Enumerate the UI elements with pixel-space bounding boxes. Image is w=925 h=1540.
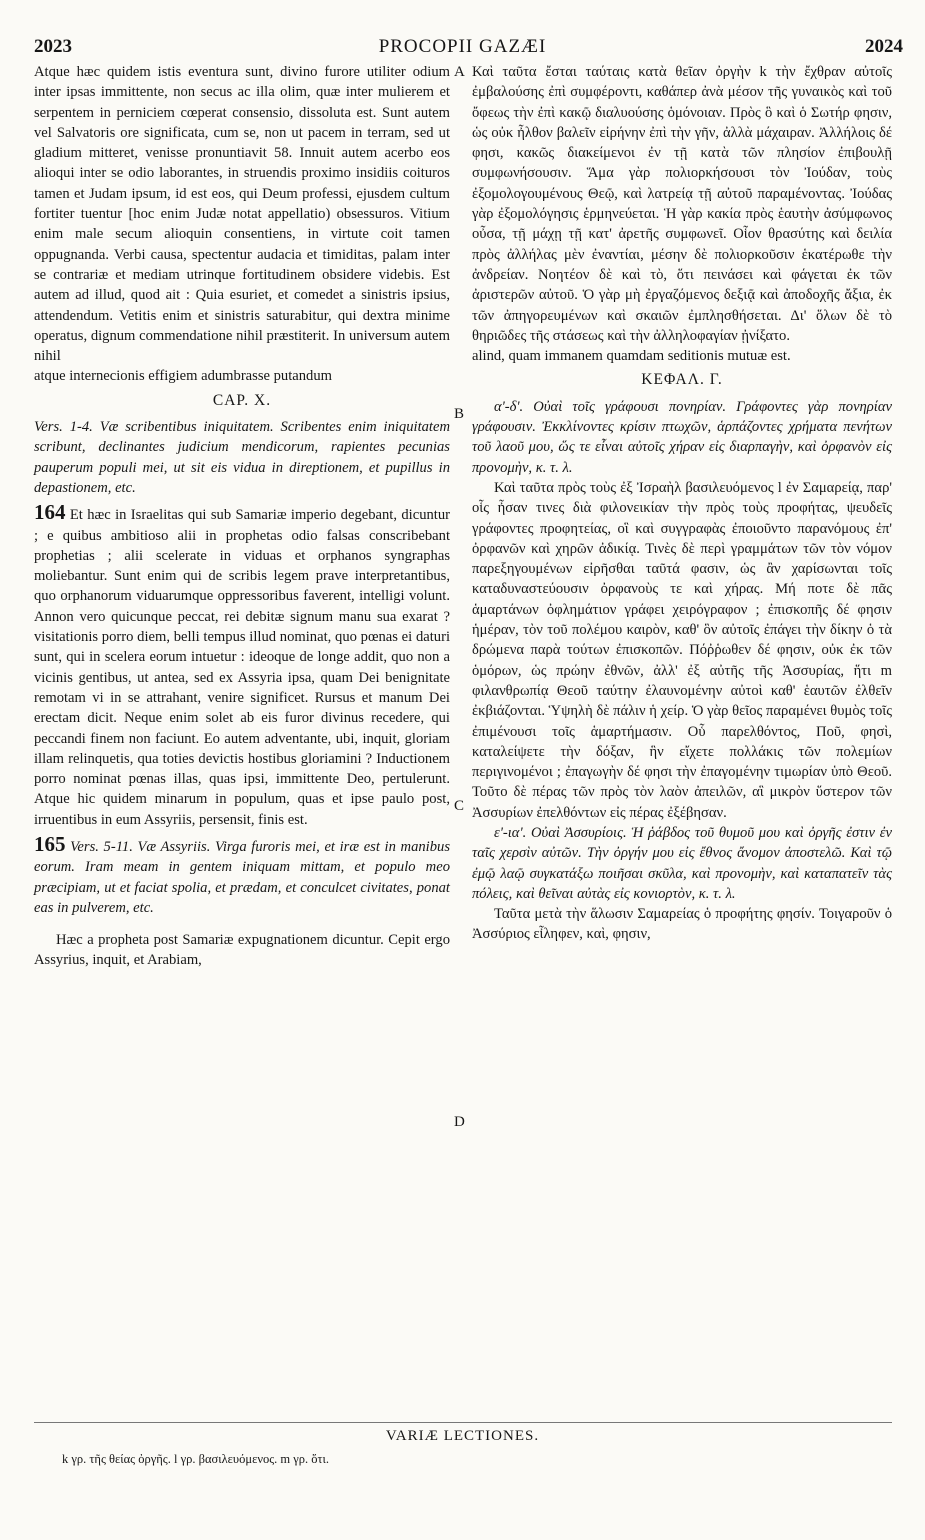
latin-verse-1-4: Vers. 1-4. Væ scribentibus iniquitatem. Scribentes enim iniquitatem scribunt, declinantes judicium mendicorum, rapientes pecunias pauperum populi mei, ut sit eis vidua in direptionem, et pupillus in depastionem, etc.	[34, 419, 450, 496]
footnote-divider	[34, 1422, 892, 1423]
greek-paragraph-2: Καὶ ταῦτα πρὸς τοὺς ἐξ Ἰσραὴλ βασιλευόμενος l ἐν Σαμαρείᾳ, παρ' οἷς ἦσαν τινες διὰ φιλονεικίαν τὴν πρὸς τοὺς προφήτας, ψευδεῖς γράφοντες προφητείας, οἳ καὶ συγγραφὰς ἐποιοῦντο παρανόμους ἐπ' ὀρφανῶν καὶ χηρῶν ἀδικίᾳ. Τινὲς δὲ περὶ γραμμάτων τῶν τὸν νόμον παρεξηγουμένων εἰρῆσθαι ταῦτά φασιν, ὡς ἂν χαρίσωνται τοῖς καταδυναστεύουσιν ὀρφανοὺς τε καὶ χήρας. Μή ποτε δὲ πᾶς ἁμαρτάνων ὀφλημάτιον γράφει χειρόγραφον ; ἐπισκοπῆς δέ φησιν ἡμέραν, τὸν τοῦ πολέμου καιρὸν, καθ' ὃν αὐτοῖς ἐπάγει τὴν δίκην ὁ τὰ δρώμενα παρὰ τούτων ἐπισκοπῶν. Πόῤῥωθεν δέ φησιν, οὐκ ἐκ τῶν ὁμόρων, ὡς πρώην ἐθνῶν, ἀλλ' ἐξ αὐτῆς τῆς Ἀσσυρίας, ἥτι m φιλανθρωπίᾳ Θεοῦ ταύτην ἐλαυνομένην αὐτοὶ καθ' ἑαυτῶν ἐλθεῖν ἐκβιάζονται. Ὑψηλὴ δὲ πάλιν ἡ χείρ. Ὁ γὰρ θεῖος παραμένει θυμὸς τοῖς ἐπιμένουσι τοῖς ἁμαρτήμασιν. Οὗ παρελθόντος, Ποῦ, φησὶ, καταλείψετε τὴν δόξαν, ἣν εἴχετε πολλάκις τῶν πολεμίων περιγινομένοι ; ἐπαγωγὴν δέ φησι τὴν ἐπαγομένην τιμωρίαν ὑπὸ Θεοῦ. Τοῦτο δὲ πέρας τῶν πρὸς τὸν λαὸν ἀπειλῶν, αἳ μικρὸν ὕστερον τῶν Ἀσσυρίων ἐπελθόντων εἰς πέρας ἐξέβησαν.	[472, 479, 892, 821]
page-number-right: 2024	[865, 36, 903, 57]
variae-lectiones-heading: VARIÆ LECTIONES.	[385, 1428, 540, 1444]
latin-paragraph-1: Atque hæc quidem istis eventura sunt, divino furore utiliter odium inter ipsas immittente, non secus ac illa olim, quæ inter mulierem et serpentem in perniciem cœperat consensio, dissoluta est. Sunt autem vel Salvatoris ore significata, cum se, non ut pacem in terram, sed ut gladium mitteret, venisse pronuntiavit 58. Innuit autem acerbo eos alioqui inter se odio laborantes, in struendis proximo insidiis coituros tamen et Judam ipsum, id est eos, qui Deum professi, ejusdem cultum fortiter tuentur [hoc enim Judæ notat appellatio) obsessuros. Vitium enim male secum alioquin consentiens, in virtute coit tamen oppugnanda. Verbi causa, spectentur audacia et timiditas, palam inter se contrariæ et mediam utrinque fortitudinem obsidere videbis. Est autem ad illud, quod ait : Quia esuriet, et comedet a sinistris ipsius, attendendum. Vetitis enim et sinistris saturabitur, qui dextra minime operatus, dignum commendatione nihil præstiterit. In universum autem nihil	[34, 64, 450, 365]
latin-column	[34, 62, 450, 971]
page-number-left: 2023	[34, 36, 72, 57]
greek-verse-5-11: ε'-ια'. Οὐαὶ Ἀσσυρίοις. Ἡ ῥάβδος τοῦ θυμοῦ μου καὶ ὀργῆς ἐστιν ἐν ταῖς χερσὶν αὐτῶν. Τὴν ὀργήν μου εἰς ἔθνος ἄνομον ἀποστελῶ. Καὶ τῷ ἐμῷ λαῷ συγκατάξω ποιῆσαι σκῦλα, καὶ προνομὴν, καὶ καταπατεῖν τὰς πόλεις, καὶ θεῖναι αὐτὰς εἰς κονιορτὸν, κ. τ. λ.	[472, 824, 892, 902]
margin-letter-b: B	[454, 406, 465, 422]
running-title: PROCOPII GAZÆI	[378, 36, 547, 57]
greek-chapter-heading: ΚΕΦΑΛ. Γ.	[641, 371, 723, 389]
latin-paragraph-1-end: atque internecionis effigiem adumbrasse putandum	[34, 368, 333, 385]
margin-letter-a: A	[454, 64, 465, 80]
section-number-164: 164	[34, 500, 66, 525]
greek-column	[472, 62, 892, 945]
greek-verse-1-4: α'-δ'. Οὐαὶ τοῖς γράφουσι πονηρίαν. Γράφοντες γὰρ πονηρίαν γράφουσιν. Ἐκκλίνοντες κρίσιν πτωχῶν, ἁρπάζοντες χρήματα πενήτων τοῦ λαοῦ μου, ὥς τε εἶναι αὐτοῖς χήραν εἰς διαρπαγὴν, καὶ ὀρφανὸν εἰς προνομὴν, κ. τ. λ.	[472, 398, 892, 476]
latin-section-164: Et hæc in Israelitas qui sub Samariæ imperio degebant, dicuntur ; e quibus ambitioso alii in prophetas odio falsas conscribebant prophetias ; alii scelerate in viduas et orphanos syngraphas moliebantur. Sunt enim qui de scribis legem prave interpretantibus, quo orphanorum viduarumque oppressoribus faverent, intelligi volunt. Annon vero quicunque peccat, rei debitæ signum manu sua exarat ? visitationis porro diem, belli tempus illud nominat, quo pœnas ei daturi sunt, qui in scelera eorum intuetur : ideoque de longe addit, quo non a vicinis gentibus, ut antea, sed ex Assyria ipsa, quam Dei benignitate remotam vi in se attrahant, venire significet. Rursus et manum Dei erectam dicit. Neque enim solet ab eis furor divinus recedere, qui peccandi finem non faciunt. Eo autem adventante, ubi, inquit, gloriam illam relinquetis, qua toties devictis hostibus gloriamini ? Inductionem porro nominat pœnas illas, quas ipsi, immittente Deo, pertulerunt. Atque hic quidem minarum in populum, quas et ipse paulo post, irruentibus in eum Assyriis, persensit, finis est.	[34, 507, 450, 828]
greek-paragraph-last: Ταῦτα μετὰ τὴν ἅλωσιν Σαμαρείας ὁ προφήτης φησίν. Τοιγαροῦν ὁ Ἀσσύριος εἶληφεν, καὶ, φησιν,	[472, 906, 892, 943]
margin-letter-d: D	[454, 1114, 465, 1130]
latin-paragraph-last: Hæc a propheta post Samariæ expugnationem dicuntur. Cepit ergo Assyrius, inquit, et Arabiam,	[34, 932, 450, 969]
greek-paragraph-1: Καὶ ταῦτα ἔσται ταύταις κατὰ θεῖαν ὀργὴν k τὴν ἔχθραν αὐτοῖς ἐμβαλούσης ἐπὶ συμφέροντι, καθάπερ ἀνὰ μέσον τῆς γυναικὸς καὶ τοῦ ὄφεως τὴν ἐπὶ κακῷ διαλυούσης ὁμόνοιαν. Πρὸς ὃ καὶ ὁ Σωτήρ φησιν, ὡς οὐκ ἦλθον βαλεῖν εἰρήνην ἐπὶ τὴν γῆν, ἀλλὰ μάχαιραν. Ἀλλήλοις δέ φησι, κακῶς διακείμενοι ἐν τῇ κατὰ τῶν πλησίον ἐπιβουλῇ συμφωνήσουσιν. Ἅμα γὰρ πολιορκήσουσι τὸν Ἰούδαν, τοὺς ἐξομολογουμένους Θεῷ, καὶ λατρείᾳ τῇ αὐτοῦ παραμένοντας. Ἰούδας γὰρ ἐξομολόγησις ἑρμηνεύεται. Ἡ γὰρ κακία πρὸς ἑαυτὴν ἀσύμφωνος οὖσα, τῇ μάχῃ τῇ κατ' ἀρετῆς συμφωνεῖ. Οἷον θρασύτης καὶ δειλία πρὸς ἀλλήλας μὲν ἐναντίαι, μέσην δὲ πολιορκοῦσιν ἑκατέρωθε τὴν ἀνδρείαν. Νοητέον δὲ καὶ τὸ, ὅτι πεινάσει καὶ φάγεται ἐκ τῶν ἀριστερῶν αὐτοῦ. Ὁ γὰρ μὴ ἐργαζόμενος δεξιᾷ καὶ ἀποδοχῆς ἄξια, ἐκ τῶν ἀπηγορευμένων καὶ σκαιῶν ἐμπλησθήσεται. Δι' ὅλων δὲ τὸ θηριῶδες τῆς στάσεως καὶ τὴν ἀλληλοφαγίαν ᾐνίξατο.	[472, 64, 892, 344]
margin-letter-c: C	[454, 798, 465, 814]
greek-paragraph-1-end: alind, quam immanem quamdam seditionis mutuæ est.	[472, 348, 791, 365]
section-number-165: 165	[34, 831, 66, 856]
latin-chapter-heading: CAP. X.	[212, 391, 272, 409]
variae-lectiones-notes: k γρ. τῆς θείας ὀργῆς. l γρ. βασιλευόμενος. m γρ. ὅτι.	[62, 1452, 330, 1466]
latin-verse-5-11: Vers. 5-11. Væ Assyriis. Virga furoris mei, et iræ est in manibus eorum. Iram meam in gentem iniquam mittam, et populo meo præcipiam, ut et faciat spolia, et prædam, et conculcet civitates, ponat eas in pulverem, etc.	[34, 838, 450, 916]
